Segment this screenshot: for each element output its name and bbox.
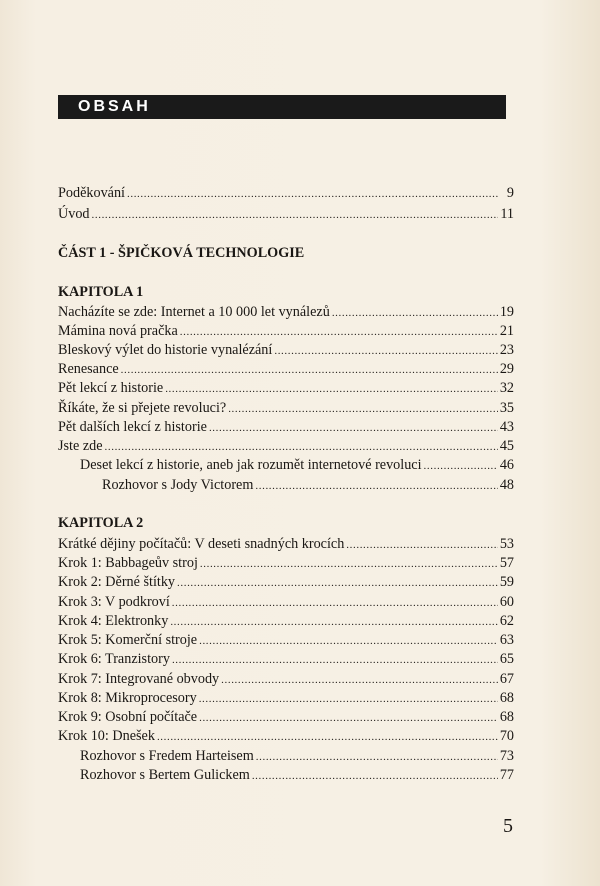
toc-entry-label: Bleskový výlet do historie vynalézání [58, 342, 273, 358]
leader-dots [199, 690, 498, 709]
leader-dots [200, 555, 498, 574]
toc-subentry[interactable] [80, 766, 514, 785]
toc-entry-page: 21 [499, 323, 514, 339]
toc-entry-label: Rozhovor s Jody Victorem [102, 477, 254, 493]
toc-entry[interactable] [58, 379, 514, 398]
toc-entry-label: Krok 9: Osobní počítače [58, 709, 198, 725]
toc-entry-label: Krok 3: V podkroví [58, 594, 170, 610]
toc-subentry[interactable] [80, 456, 514, 475]
toc-entry-label: Úvod [58, 206, 90, 222]
toc-entry-page: 29 [499, 361, 514, 377]
leader-dots [424, 457, 498, 476]
toc-entry-page: 68 [499, 709, 514, 725]
contents-title: OBSAH [78, 98, 151, 115]
leader-dots [199, 632, 498, 651]
toc-entry-page: 57 [499, 555, 514, 571]
toc-subentry[interactable] [80, 747, 514, 766]
toc-entry[interactable] [58, 360, 514, 379]
toc-entry-page: 48 [499, 477, 514, 493]
toc-entry-page: 65 [499, 651, 514, 667]
leader-dots [228, 400, 498, 419]
leader-dots [157, 728, 498, 747]
toc-entry-acknowledgements[interactable] [58, 184, 514, 203]
toc-entry-label: Poděkování [58, 185, 125, 201]
toc-entry-label: Deset lekcí z historie, aneb jak rozumět internetové revoluci [80, 457, 422, 473]
leader-dots [92, 206, 498, 225]
toc-entry-page: 45 [499, 438, 514, 454]
toc-entry-label: Mámina nová pračka [58, 323, 178, 339]
toc-entry[interactable] [58, 341, 514, 360]
toc-entry-page: 23 [499, 342, 514, 358]
toc-entry-page: 19 [499, 304, 514, 320]
toc-entry-page: 77 [499, 767, 514, 783]
toc-entry-label: Renesance [58, 361, 119, 377]
toc-entry-label: Jste zde [58, 438, 103, 454]
toc-entry[interactable] [58, 631, 514, 650]
toc-entry-label: Krátké dějiny počítačů: V deseti snadných krocích [58, 536, 345, 552]
toc-entry-label: Pět lekcí z historie [58, 380, 164, 396]
toc-entry-page: 9 [506, 185, 514, 201]
toc-entry-page: 70 [499, 728, 514, 744]
toc-entry-introduction[interactable] [58, 205, 514, 224]
leader-dots [172, 651, 498, 670]
leader-dots [332, 304, 498, 323]
toc-entry[interactable] [58, 322, 514, 341]
toc-entry[interactable] [58, 708, 514, 727]
toc-entry-page: 62 [499, 613, 514, 629]
toc-entry-label: Rozhovor s Bertem Gulickem [80, 767, 250, 783]
toc-entry-label: Krok 10: Dnešek [58, 728, 155, 744]
leader-dots [121, 361, 498, 380]
toc-entry-page: 63 [499, 632, 514, 648]
toc-subentry[interactable] [102, 476, 514, 495]
toc-entry-page: 35 [499, 400, 514, 416]
toc-entry-page: 60 [499, 594, 514, 610]
toc-entry[interactable] [58, 554, 514, 573]
leader-dots [199, 709, 498, 728]
toc-entry-page: 46 [499, 457, 514, 473]
toc-entry-label: Říkáte, že si přejete revoluci? [58, 400, 227, 416]
leader-dots [221, 671, 498, 690]
toc-entry-page: 59 [499, 574, 514, 590]
toc-entry[interactable] [58, 418, 514, 437]
toc-entry-page: 68 [499, 690, 514, 706]
contents-header-bar [58, 95, 506, 119]
toc-entry[interactable] [58, 612, 514, 631]
leader-dots [170, 613, 497, 632]
chapter-heading: KAPITOLA 1 [58, 284, 144, 300]
toc-entry[interactable] [58, 573, 514, 592]
toc-entry-label: Krok 6: Tranzistory [58, 651, 170, 667]
leader-dots [274, 342, 497, 361]
toc-entry[interactable] [58, 399, 514, 418]
toc-entry[interactable] [58, 437, 514, 456]
toc-entry[interactable] [58, 670, 514, 689]
toc-entry-page: 73 [499, 748, 514, 764]
leader-dots [177, 574, 498, 593]
toc-entry-label: Krok 1: Babbageův stroj [58, 555, 198, 571]
leader-dots [105, 438, 498, 457]
leader-dots [256, 748, 498, 767]
toc-entry-label: Krok 4: Elektronky [58, 613, 169, 629]
toc-entry[interactable] [58, 727, 514, 746]
leader-dots [180, 323, 498, 342]
leader-dots [172, 594, 498, 613]
part-heading: ČÁST 1 - ŠPIČKOVÁ TECHNOLOGIE [58, 245, 305, 261]
toc-entry-page: 43 [499, 419, 514, 435]
toc-entry[interactable] [58, 303, 514, 322]
chapter-heading: KAPITOLA 2 [58, 515, 144, 531]
toc-entry[interactable] [58, 535, 514, 554]
toc-entry-label: Krok 5: Komerční stroje [58, 632, 198, 648]
toc-entry-page: 32 [499, 380, 514, 396]
toc-entry[interactable] [58, 650, 514, 669]
leader-dots [209, 419, 498, 438]
leader-dots [255, 477, 497, 496]
toc-entry-page: 53 [499, 536, 514, 552]
toc-entry-label: Pět dalších lekcí z historie [58, 419, 207, 435]
toc-entry-label: Krok 2: Děrné štítky [58, 574, 176, 590]
toc-entry-label: Krok 7: Integrované obvody [58, 671, 220, 687]
leader-dots [346, 536, 498, 555]
page-number: 5 [503, 815, 513, 837]
toc-entry-label: Rozhovor s Fredem Harteisem [80, 748, 254, 764]
leader-dots [252, 767, 498, 786]
toc-entry[interactable] [58, 593, 514, 612]
toc-entry-page: 11 [500, 206, 514, 222]
toc-entry-label: Krok 8: Mikroprocesory [58, 690, 197, 706]
toc-entry-page: 67 [499, 671, 514, 687]
leader-dots [127, 185, 498, 204]
toc-entry-label: Nacházíte se zde: Internet a 10 000 let vynálezů [58, 304, 330, 320]
toc-entry[interactable] [58, 689, 514, 708]
leader-dots [165, 380, 498, 399]
